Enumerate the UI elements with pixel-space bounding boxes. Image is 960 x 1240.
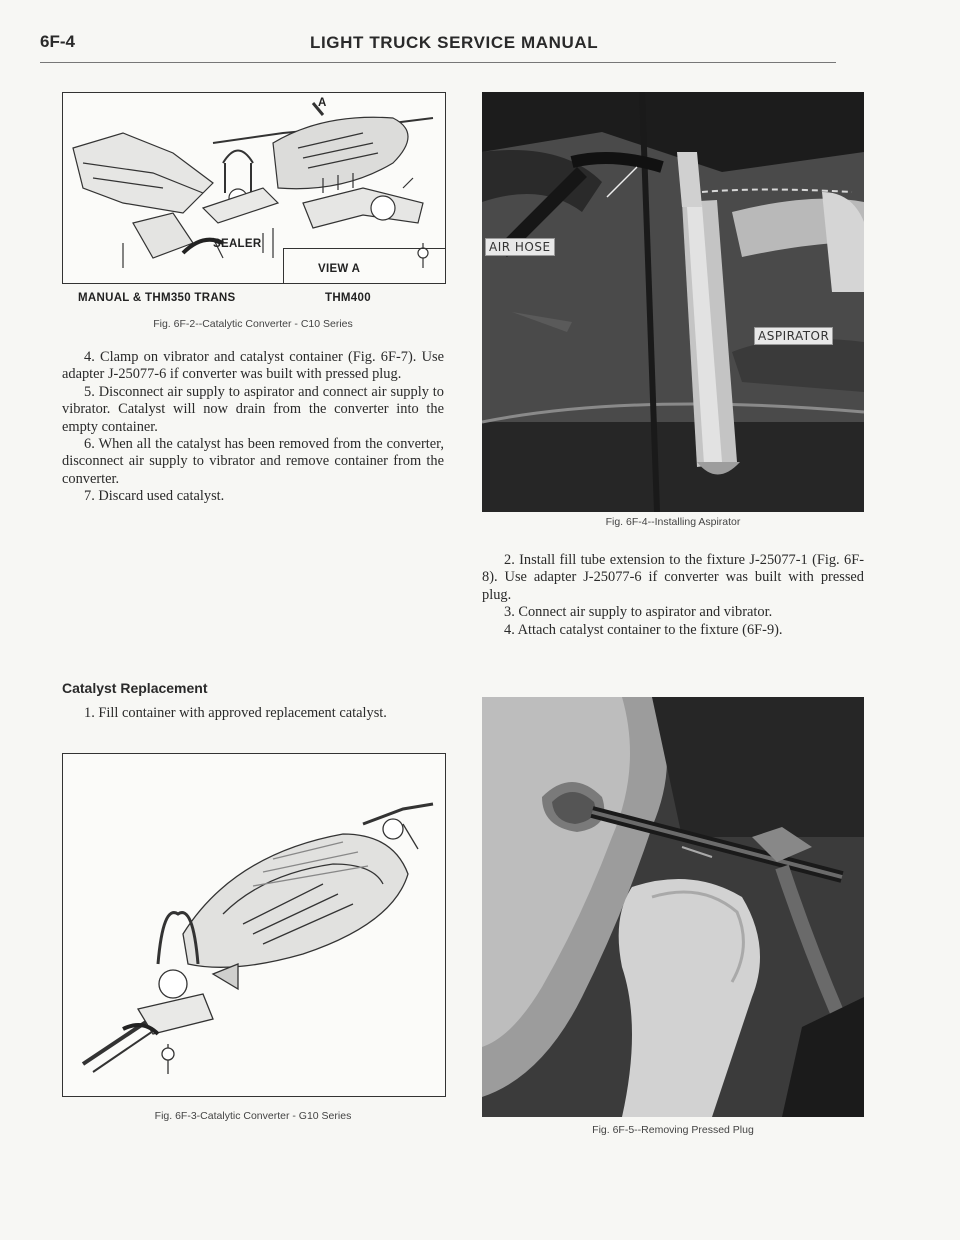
- right-step-4-text: 4. Attach catalyst container to the fixture (6F-9).: [504, 621, 783, 638]
- figure-6f-3: [62, 753, 446, 1097]
- section-heading: Catalyst Replacement: [62, 680, 208, 696]
- fig-6f-3-caption: Fig. 6F-3-Catalytic Converter - G10 Series: [154, 1110, 352, 1122]
- running-title: LIGHT TRUCK SERVICE MANUAL: [310, 33, 599, 52]
- right-column-text: [482, 552, 864, 639]
- right-step-3-text: 3. Connect air supply to aspirator and vibrator.: [504, 604, 773, 621]
- view-arrow-label: A: [318, 97, 327, 109]
- manual-trans-label: MANUAL & THM350 TRANS: [78, 292, 236, 304]
- left-column-text: [62, 349, 444, 506]
- aspirator-label: ASPIRATOR: [754, 327, 833, 345]
- thm400-label: THM400: [325, 292, 371, 304]
- step-7-text: 7. Discard used catalyst.: [84, 488, 225, 505]
- view-a-label: VIEW A: [318, 263, 361, 275]
- replacement-step-1-text: 1. Fill container with approved replacement catalyst.: [84, 705, 387, 721]
- replacement-step-1: [62, 705, 444, 722]
- converter-g10-drawing: [63, 754, 445, 1096]
- fig-6f-4-caption: Fig. 6F-4--Installing Aspirator: [605, 516, 741, 528]
- figure-6f-5-photo: [482, 697, 864, 1117]
- removing-plug-photo: [482, 697, 864, 1117]
- figure-6f-2: [62, 92, 446, 284]
- fig-6f-2-caption: Fig. 6F-2--Catalytic Converter - C10 Series: [153, 318, 353, 330]
- step-4-text: 4. Clamp on vibrator and catalyst container (Fig. 6F-7). Use adapter J-25077-6 if converter was built with pressed plug.: [62, 349, 444, 383]
- step-5-text: 5. Disconnect air supply to aspirator and connect air supply to vibrator. Catalyst will now drain from the converter into the empty container.: [62, 383, 444, 435]
- aspirator-photo: [482, 92, 864, 512]
- fig-6f-5-caption: Fig. 6F-5--Removing Pressed Plug: [592, 1124, 754, 1136]
- step-6-text: 6. When all the catalyst has been removed from the converter, disconnect air supply to vibrator and remove container from the converter.: [62, 436, 444, 487]
- sealer-label: SEALER: [213, 238, 262, 250]
- air-hose-label: AIR HOSE: [485, 238, 555, 256]
- page-number: 6F-4: [40, 32, 75, 51]
- figure-6f-4-photo: [482, 92, 864, 512]
- header-rule: [40, 62, 836, 63]
- right-step-2-text: 2. Install fill tube extension to the fixture J-25077-1 (Fig. 6F-8). Use adapter J-25077-6 if converter was built with pressed plug.: [482, 552, 864, 603]
- view-a-inset: [283, 248, 446, 284]
